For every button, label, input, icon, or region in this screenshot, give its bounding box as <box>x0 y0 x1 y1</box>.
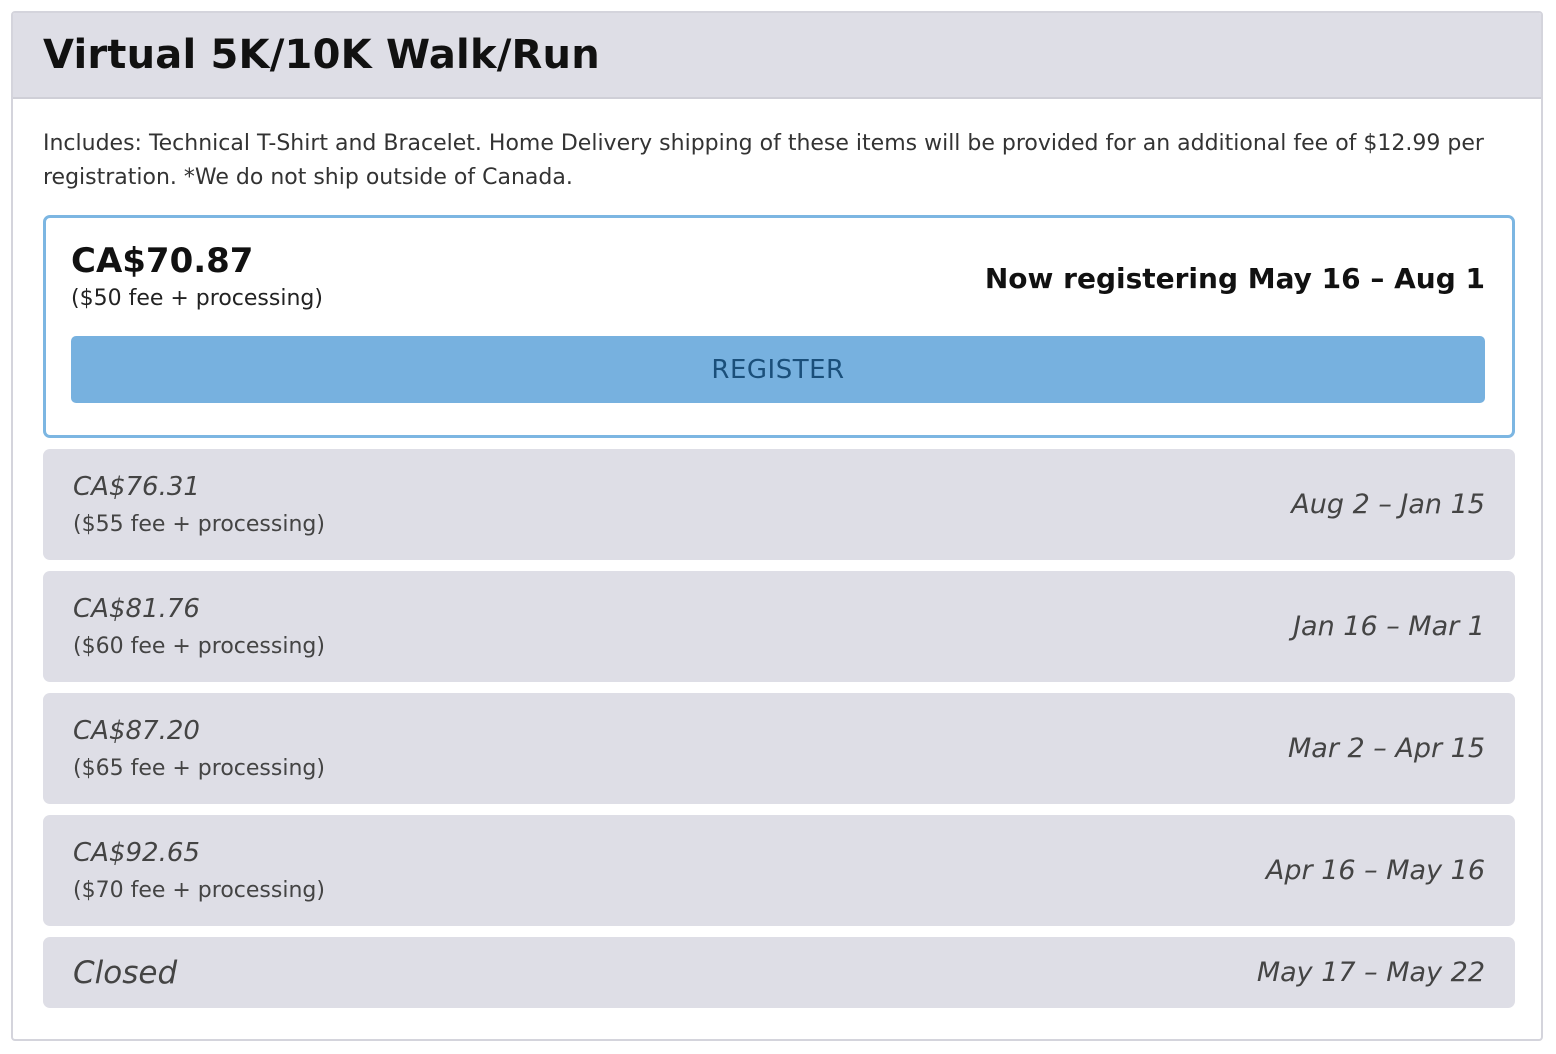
future-price-block <box>73 711 325 787</box>
includes-description: Includes: Technical T-Shirt and Bracelet. Home Delivery shipping of these items will be provided for an additional fee of $12.99 per registration. *We do not ship outside of Canada. <box>43 131 1484 190</box>
closed-label: Closed <box>73 954 178 991</box>
future-tier-row <box>73 467 1485 543</box>
future-tier-row <box>73 833 1485 909</box>
registration-card <box>11 11 1543 1041</box>
active-price-block <box>71 240 323 316</box>
future-price: CA$76.31 <box>73 471 200 502</box>
future-tier-row <box>73 589 1485 665</box>
future-price: CA$81.76 <box>73 593 200 624</box>
card-header <box>13 13 1541 99</box>
active-registration-window: Now registering May 16 – Aug 1 <box>984 261 1485 295</box>
register-button[interactable]: REGISTER <box>71 336 1485 403</box>
future-price-tier <box>43 571 1515 682</box>
active-fee-note: ($50 fee + processing) <box>71 286 323 311</box>
future-price-tier <box>43 693 1515 804</box>
future-fee-note: ($60 fee + processing) <box>73 633 325 659</box>
future-price-tier <box>43 815 1515 926</box>
future-price-block <box>73 467 325 543</box>
future-registration-window: Aug 2 – Jan 15 <box>1291 489 1485 520</box>
future-price-block <box>73 833 325 909</box>
future-registration-window: Jan 16 – Mar 1 <box>1293 611 1485 642</box>
future-price-tier <box>43 449 1515 560</box>
closed-tier <box>43 937 1515 1008</box>
future-price-block <box>73 589 325 665</box>
future-price: CA$87.20 <box>73 715 200 746</box>
closed-tier-row <box>73 955 1485 991</box>
future-registration-window: Apr 16 – May 16 <box>1265 855 1485 886</box>
future-fee-note: ($65 fee + processing) <box>73 755 325 781</box>
active-price-tier <box>43 215 1515 438</box>
event-title: Virtual 5K/10K Walk/Run <box>43 32 600 78</box>
card-body <box>13 99 1541 1008</box>
future-fee-note: ($55 fee + processing) <box>73 511 325 537</box>
active-price: CA$70.87 <box>71 241 254 281</box>
active-tier-row <box>71 240 1485 316</box>
future-fee-note: ($70 fee + processing) <box>73 877 325 903</box>
future-tier-row <box>73 711 1485 787</box>
future-price: CA$92.65 <box>73 837 200 868</box>
closed-window: May 17 – May 22 <box>1256 957 1485 988</box>
future-registration-window: Mar 2 – Apr 15 <box>1287 733 1485 764</box>
